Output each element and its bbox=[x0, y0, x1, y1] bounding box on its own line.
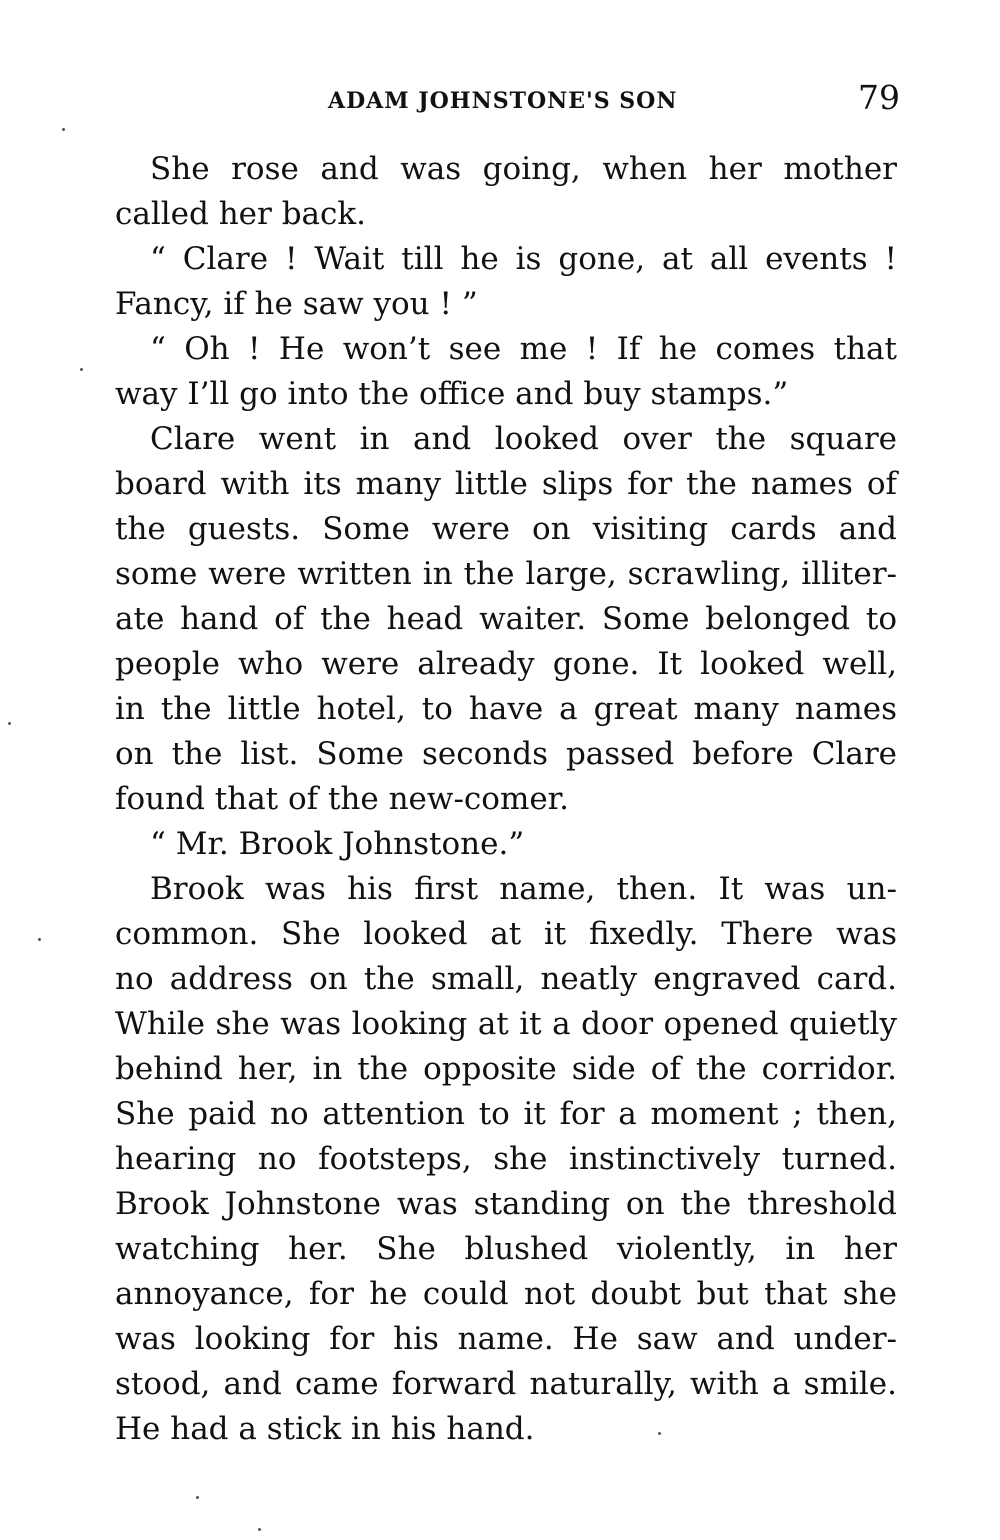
body-text bbox=[115, 147, 897, 1452]
text-line: no address on the small, neatly engraved card. bbox=[115, 961, 897, 997]
page-number: 79 bbox=[858, 78, 900, 117]
text-line: annoyance, for he could not doubt but that she bbox=[115, 1276, 897, 1312]
text-line: “ Oh ! He won’t see me ! If he comes that bbox=[150, 331, 897, 367]
paper-speck bbox=[658, 1432, 661, 1435]
paper-speck bbox=[62, 128, 65, 131]
text-line: in the little hotel, to have a great many names bbox=[115, 691, 897, 727]
running-header bbox=[115, 78, 900, 118]
text-line: While she was looking at it a door opened quietly bbox=[115, 1006, 897, 1042]
text-line: way I’ll go into the office and buy stamps.” bbox=[115, 376, 789, 412]
text-line: hearing no footsteps, she instinctively turned. bbox=[115, 1141, 897, 1177]
paper-speck bbox=[258, 1528, 261, 1531]
text-line: She rose and was going, when her mother bbox=[150, 151, 897, 187]
paper-speck bbox=[38, 938, 41, 941]
text-line: found that of the new-comer. bbox=[115, 781, 569, 817]
text-line: “ Clare ! Wait till he is gone, at all events ! bbox=[150, 241, 897, 277]
running-title: ADAM JOHNSTONE'S SON bbox=[328, 88, 678, 114]
text-line: Clare went in and looked over the square bbox=[150, 421, 897, 457]
text-line: behind her, in the opposite side of the corridor. bbox=[115, 1051, 897, 1087]
text-line: called her back. bbox=[115, 196, 367, 232]
text-line: Fancy, if he saw you ! ” bbox=[115, 286, 478, 322]
text-line: on the list. Some seconds passed before Clare bbox=[115, 736, 897, 772]
text-line: was looking for his name. He saw and under- bbox=[115, 1321, 897, 1357]
paper-speck bbox=[8, 722, 11, 725]
text-line: people who were already gone. It looked well, bbox=[115, 646, 897, 682]
text-line: common. She looked at it fixedly. There was bbox=[115, 916, 897, 952]
text-line: Brook was his first name, then. It was un- bbox=[150, 871, 897, 907]
text-line: ate hand of the head waiter. Some belonged to bbox=[115, 601, 897, 637]
text-line: Brook Johnstone was standing on the threshold bbox=[115, 1186, 897, 1222]
text-line: some were written in the large, scrawling, illiter- bbox=[115, 556, 897, 592]
text-line: the guests. Some were on visiting cards and bbox=[115, 511, 897, 547]
paper-speck bbox=[80, 368, 83, 371]
text-line: She paid no attention to it for a moment ; then, bbox=[115, 1096, 897, 1132]
paper-speck bbox=[196, 1496, 199, 1499]
text-line: “ Mr. Brook Johnstone.” bbox=[150, 826, 525, 862]
text-line: watching her. She blushed violently, in her bbox=[115, 1231, 897, 1267]
text-line: He had a stick in his hand. bbox=[115, 1411, 535, 1447]
text-line: stood, and came forward naturally, with a smile. bbox=[115, 1366, 897, 1402]
text-line: board with its many little slips for the names of bbox=[115, 466, 897, 502]
